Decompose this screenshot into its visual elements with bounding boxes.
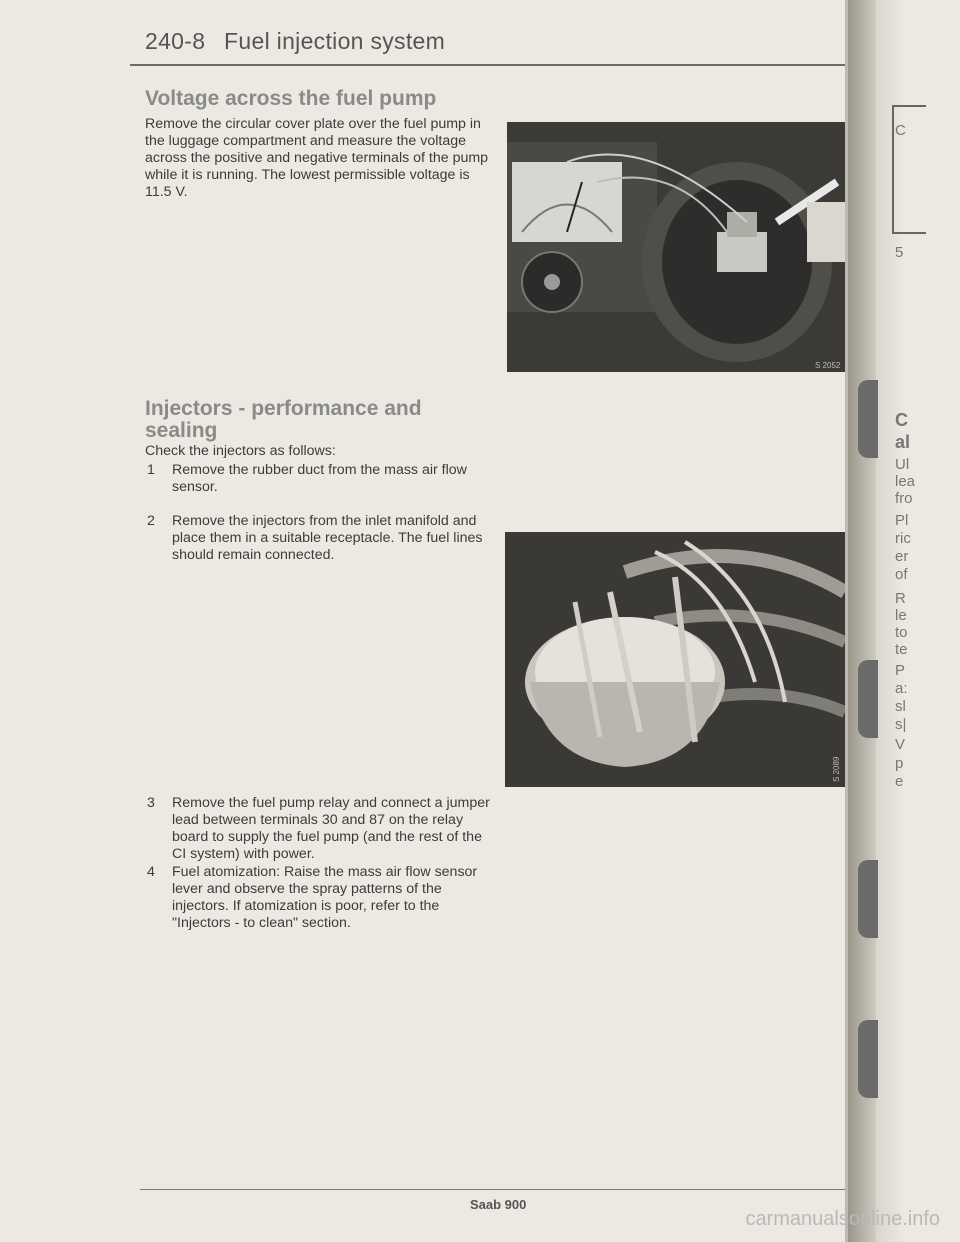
step-item <box>147 513 492 564</box>
header-rule <box>130 64 845 66</box>
section-heading-injectors-line1: Injectors - performance and <box>145 397 422 420</box>
page-header <box>145 28 445 55</box>
step-item <box>147 462 492 496</box>
facing-page-fragment: to <box>895 624 908 641</box>
step-text: Fuel atomization: Raise the mass air flow sensor lever and observe the spray patterns of the injectors. If atomization is poor, refer to the "Injectors - to clean" section. <box>172 864 478 931</box>
facing-page-fragment: er <box>895 548 909 565</box>
step-number: 4 <box>147 864 155 880</box>
figure-code-1: S 2052 <box>815 361 841 370</box>
watermark: carmanualsonline.info <box>745 1208 940 1230</box>
facing-page-fragment: p <box>895 755 904 772</box>
facing-page-fragment: C <box>895 122 906 139</box>
section-heading-fuel-pump-voltage: Voltage across the fuel pump <box>145 87 437 110</box>
facing-page-fragment: te <box>895 641 908 658</box>
step-item <box>147 795 492 863</box>
step-number: 1 <box>147 462 155 478</box>
section-heading-injectors-line2: sealing <box>145 419 218 443</box>
figure-injectors-receptacle <box>505 532 845 787</box>
section-heading-injectors <box>145 398 422 442</box>
facing-page-fragment: 5 <box>895 244 904 261</box>
facing-page-fragment: fro <box>895 490 913 507</box>
page-number: 240-8 <box>145 28 206 54</box>
figure-injectors-receptacle-image <box>505 532 845 787</box>
facing-page-fragment: lea <box>895 473 916 490</box>
footer-text: Saab 900 <box>470 1197 527 1212</box>
page-title: Fuel injection system <box>224 28 446 54</box>
tab-marker <box>858 380 878 458</box>
tab-marker <box>858 1020 878 1098</box>
facing-page-fragment: Ul <box>895 456 910 473</box>
section-body-fuel-pump-voltage: Remove the circular cover plate over the fuel pump in the luggage compartment and measure the voltage across the positive and negative terminals of the pump while it is running. The lowest permissible voltage is 11.5 V. <box>145 116 489 200</box>
footer-rule <box>140 1189 850 1190</box>
facing-page-fragment: a: <box>895 680 908 697</box>
step-text: Remove the rubber duct from the mass air flow sensor. <box>172 462 467 495</box>
facing-page-fragment: V <box>895 736 906 753</box>
step-number: 3 <box>147 795 155 811</box>
facing-page-fragment: Pl <box>895 512 909 529</box>
facing-page-fragment: ric <box>895 530 911 547</box>
tab-marker <box>858 660 878 738</box>
tab-marker <box>858 860 878 938</box>
facing-page-fragment: C <box>895 410 908 430</box>
figure-voltmeter-fuel-pump <box>507 122 847 372</box>
step-number: 2 <box>147 513 155 529</box>
step-text: Remove the fuel pump relay and connect a jumper lead between terminals 30 and 87 on the relay board to supply the fuel pump (and the rest of the CI system) with power. <box>172 795 490 862</box>
facing-page-fragment: e <box>895 773 904 790</box>
figure-voltmeter-fuel-pump-image <box>507 122 847 372</box>
step-item <box>147 864 492 932</box>
step-text: Remove the injectors from the inlet manifold and place them in a suitable receptacle. The fuel lines should remain connected. <box>172 513 483 563</box>
facing-page-fragment: P <box>895 662 906 679</box>
figure-code-2: S 2089 <box>832 756 841 782</box>
facing-page-fragment: of <box>895 566 908 583</box>
facing-page-fragment: le <box>895 607 907 624</box>
section-intro-injectors: Check the injectors as follows: <box>145 443 336 459</box>
facing-page-fragment: R <box>895 590 906 607</box>
facing-page-fragment: al <box>895 432 911 452</box>
facing-page-fragment: sl <box>895 698 906 715</box>
facing-page-fragment: s| <box>895 716 907 733</box>
